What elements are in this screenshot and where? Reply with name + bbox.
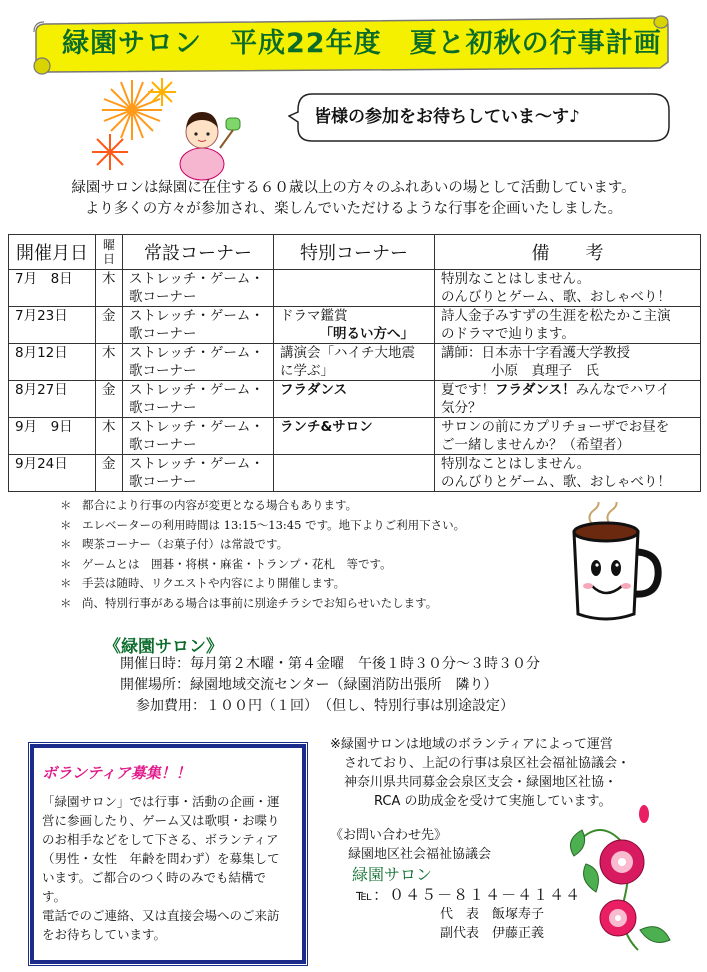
row-special: ランチ&サロン: [274, 418, 435, 455]
row-day: 木: [96, 270, 123, 307]
intro-line: より多くの方々が参加され、楽しんでいただけるような行事を企画いたしました。: [84, 201, 623, 217]
coffee-mug-illustration: [562, 502, 662, 624]
row-date: 8月12日: [9, 344, 96, 381]
header-date: 開催月日: [9, 235, 96, 270]
row-regular: ストレッチ・ゲーム・ 歌コーナー: [123, 418, 274, 455]
row-date: 8月27日: [9, 381, 96, 418]
fireworks-girl-illustration: [92, 72, 257, 182]
row-special: 講演会「ハイチ大地震 に学ぶ」: [274, 344, 435, 381]
morning-glory-illustration: [560, 800, 680, 960]
header-day: 曜 日: [96, 235, 123, 270]
note-item: ＊ ゲームとは 囲碁・将棋・麻雀・トランプ・花札 等です。: [60, 556, 392, 571]
contact-rep: 代 表 飯塚寿子: [440, 907, 545, 922]
contact-name: 緑園サロン: [352, 865, 433, 884]
volunteer-title: ボランティア募集！！: [42, 764, 191, 782]
row-date: 7月23日: [9, 307, 96, 344]
contact-org: 緑園地区社会福祉協議会: [348, 847, 492, 862]
note-item: ＊ 尚、特別行事がある場合は事前に別途チラシでお知らせいたします。: [60, 595, 438, 610]
row-regular: ストレッチ・ゲーム・ 歌コーナー: [123, 381, 274, 418]
row-notes: 夏です！フラダンス！みんなでハワイ 気分？: [435, 381, 701, 418]
contact-label: 《お問い合わせ先》: [330, 828, 448, 843]
row-special: ドラマ鑑賞 「明るい方へ」: [274, 307, 435, 344]
row-date: 9月 9日: [9, 418, 96, 455]
table-row: [9, 455, 701, 492]
row-date: 7月 8日: [9, 270, 96, 307]
row-regular: ストレッチ・ゲーム・ 歌コーナー: [123, 307, 274, 344]
contact-tel: ℡：０４５－８１４－４１４４: [356, 886, 582, 904]
contact-info: [330, 826, 581, 943]
row-notes: 特別なことはしません。 のんびりとゲーム、歌、おしゃべり！: [435, 270, 701, 307]
header-regular: 常設コーナー: [123, 235, 274, 270]
support-text: ※緑園サロンは地域のボランティアによって運営 されており、上記の行事は泉区社会福祉協議会・ 神奈川県共同募金会泉区支会・緑園地区社協・ RCA の助成金を受けて実施しています。: [330, 737, 631, 809]
row-regular: ストレッチ・ゲーム・ 歌コーナー: [123, 344, 274, 381]
salon-info: [120, 654, 540, 717]
row-regular: ストレッチ・ゲーム・ 歌コーナー: [123, 455, 274, 492]
salon-dates: 開催日時：毎月第２木曜・第４金曜 午後１時３０分～３時３０分: [120, 656, 540, 672]
note-item: ＊ 都合により行事の内容が変更となる場合もあります。: [60, 498, 358, 512]
row-day: 木: [96, 418, 123, 455]
row-day: 木: [96, 344, 123, 381]
intro-line: 緑園サロンは緑園に在住する６０歳以上の方々のふれあいの場として活動しています。: [71, 180, 636, 196]
volunteer-body: 「緑園サロン」では行事・活動の企画・運 営に参画したり、ゲーム又は歌唄・お喋り のお相手などをして下さる、ボランティア （男性・女性 年齢を問わず）を募集して います。ご都合のつく時のみでも結構で す。 電話でのご連絡、又は直接会場へのご来訪 をお待ちしています。: [42, 794, 280, 942]
row-notes: 詩人金子みすずの生涯を松たかこ主演 のドラマで辿ります。: [435, 307, 701, 344]
row-day: 金: [96, 381, 123, 418]
table-row: [9, 270, 701, 307]
salon-fee: 参加費用：１００円（１回） （但し、特別行事は別途設定）: [136, 698, 514, 714]
table-header-row: [9, 235, 701, 270]
table-row: [9, 344, 701, 381]
intro-text: [20, 178, 687, 220]
table-row: [9, 307, 701, 344]
header-notes: 備 考: [435, 235, 701, 270]
schedule-table: [8, 234, 701, 492]
table-row: [9, 418, 701, 455]
row-date: 9月24日: [9, 455, 96, 492]
header-special: 特別コーナー: [274, 235, 435, 270]
row-day: 金: [96, 455, 123, 492]
row-special: [274, 270, 435, 307]
row-special: [274, 455, 435, 492]
table-row: [9, 381, 701, 418]
note-item: ＊ 喫茶コーナー（お菓子付）は常設です。: [60, 537, 289, 551]
salon-heading: 《緑園サロン》: [104, 637, 223, 657]
salon-place: 開催場所：緑園地域交流センター（緑園消防出張所 隣り）: [120, 677, 498, 693]
row-special: フラダンス: [274, 381, 435, 418]
speech-bubble-text: 皆様の参加をお待ちしていま～す♪: [314, 107, 580, 127]
contact-rep: 副代表 伊藤正義: [440, 926, 545, 941]
row-notes: 特別なことはしません。 のんびりとゲーム、歌、おしゃべり！: [435, 455, 701, 492]
note-item: ＊ 手芸は随時、リクエストや内容により開催します。: [60, 576, 346, 590]
page-title: 緑園サロン 平成22年度 夏と初秋の行事計画: [62, 28, 662, 59]
row-notes: サロンの前にカプリチョーザでお昼を ご一緒しませんか？（希望者）: [435, 418, 701, 455]
note-item: ＊ エレベーターの利用時間は 13:15～13:45 です。地下よりご利用下さい。: [60, 517, 466, 532]
row-day: 金: [96, 307, 123, 344]
notes-list: [60, 496, 530, 613]
row-regular: ストレッチ・ゲーム・ 歌コーナー: [123, 270, 274, 307]
row-notes: 講師：日本赤十字看護大学教授 小原 真理子 氏: [435, 344, 701, 381]
